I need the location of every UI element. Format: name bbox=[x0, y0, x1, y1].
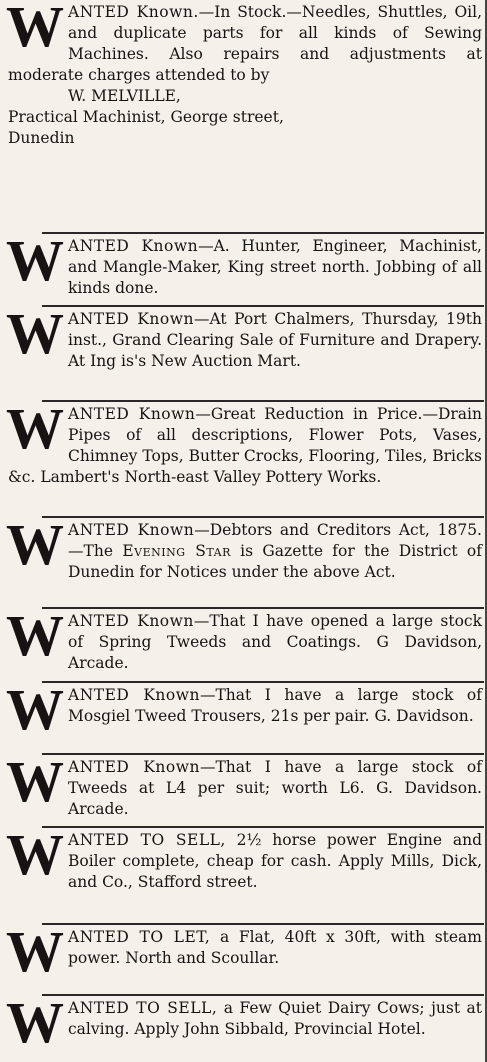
advertisement-auction-mart bbox=[6, 301, 482, 372]
ad-lead: ANTED TO SELL, bbox=[68, 999, 218, 1017]
ad-signature-title: Practical Machinist, George street, bbox=[8, 108, 284, 126]
ad-body: 2½ horse power Engine and Boiler complete, cheap for cash. Apply Mills, Dick, and Co., Stafford street. bbox=[68, 831, 482, 891]
ad-body: —Debtors and Creditors Act, 1875.—The bbox=[68, 521, 482, 560]
divider-rule bbox=[42, 400, 484, 402]
ad-body: a Few Quiet Dairy Cows; just at calving. Apply John Sibbald, Provincial Hotel. bbox=[68, 999, 483, 1038]
advertisement-dairy-cows bbox=[6, 990, 483, 1055]
drop-cap: W bbox=[6, 822, 64, 887]
drop-cap: W bbox=[6, 919, 64, 984]
divider-rule bbox=[42, 607, 484, 609]
ad-text bbox=[6, 512, 483, 583]
ad-signature-place: Dunedin bbox=[8, 129, 75, 147]
advertisement-flat-to-let bbox=[6, 919, 482, 984]
drop-cap: W bbox=[6, 677, 64, 742]
ad-lead: ANTED Known bbox=[68, 612, 194, 630]
ad-lead: ANTED Known. bbox=[68, 3, 199, 21]
ad-text bbox=[6, 749, 482, 820]
ad-lead: ANTED TO LET, bbox=[68, 928, 211, 946]
divider-rule bbox=[42, 681, 484, 683]
drop-cap: W bbox=[6, 301, 64, 366]
ad-body: —Great Reduction in Price.—Drain Pipes of all descriptions, Flower Pots, Vases, Chimney Tops, Butter Crocks, Flooring, Tiles, Bricks &c. Lambert's North-east Valley Pottery Works. bbox=[8, 405, 482, 486]
advertisement-pottery-works bbox=[6, 396, 482, 488]
ad-text bbox=[6, 677, 482, 742]
ad-text bbox=[6, 603, 482, 674]
advertisement-davidson-trousers bbox=[6, 677, 482, 742]
newspaper-name: Evening Star bbox=[122, 542, 231, 560]
ad-body: —In Stock.—Needles, Shuttles, Oil, and duplicate parts for all kinds of Sewing Machines. Also repairs and adjustments at moderate charges attended to by bbox=[8, 3, 482, 84]
ad-text bbox=[6, 822, 482, 893]
divider-rule bbox=[42, 994, 484, 996]
divider-rule bbox=[42, 305, 484, 307]
drop-cap: W bbox=[6, 396, 64, 461]
advertisement-evening-star bbox=[6, 512, 483, 583]
drop-cap: W bbox=[6, 0, 64, 59]
divider-rule bbox=[42, 753, 484, 755]
ad-text bbox=[6, 990, 483, 1055]
drop-cap: W bbox=[6, 990, 64, 1055]
ad-body: —That I have a large stock of Mosgiel Tweed Trousers, 21s per pair. G. Davidson. bbox=[68, 686, 482, 725]
ad-lead: ANTED Known bbox=[68, 310, 194, 328]
ad-text bbox=[6, 396, 482, 488]
advertisement-hunter bbox=[6, 228, 482, 299]
ad-lead: ANTED Known bbox=[68, 758, 200, 776]
divider-rule bbox=[42, 923, 484, 925]
ad-body: —At Port Chalmers, Thursday, 19th inst., Grand Clearing Sale of Furniture and Drapery. At Ing is's New Auction Mart. bbox=[68, 310, 482, 370]
drop-cap: W bbox=[6, 228, 64, 293]
advertisement-davidson-tweeds bbox=[6, 603, 482, 674]
ad-body: —That I have opened a large stock of Spring Tweeds and Coatings. G Davidson, Arcade. bbox=[68, 612, 482, 672]
ad-lead: ANTED Known bbox=[68, 237, 199, 255]
ad-lead: ANTED Known bbox=[68, 405, 196, 423]
ad-body-continued: is Gazette for the District of Dunedin for Notices under the above Act. bbox=[68, 542, 483, 581]
divider-rule bbox=[42, 826, 484, 828]
ad-lead: ANTED Known bbox=[68, 686, 200, 704]
ad-body: —That I have a large stock of Tweeds at L4 per suit; worth L6. G. Davidson. Arcade. bbox=[68, 758, 482, 818]
advertisement-melville bbox=[8, 2, 482, 149]
ad-text bbox=[6, 228, 482, 299]
drop-cap: W bbox=[6, 749, 64, 814]
ad-lead: ANTED TO SELL, bbox=[68, 831, 226, 849]
ad-text bbox=[6, 919, 482, 984]
drop-cap: W bbox=[6, 603, 64, 668]
ad-text bbox=[6, 301, 482, 372]
advertisement-davidson-suits bbox=[6, 749, 482, 820]
drop-cap: W bbox=[6, 512, 64, 577]
divider-rule bbox=[42, 232, 484, 234]
advertisement-engine-sale bbox=[6, 822, 482, 893]
ad-signature-name: W. MELVILLE, bbox=[68, 87, 181, 105]
ad-lead: ANTED Known bbox=[68, 521, 195, 539]
ad-text bbox=[8, 2, 482, 86]
ad-body: a Flat, 40ft x 30ft, with steam power. North and Scoullar. bbox=[68, 928, 482, 967]
divider-rule bbox=[42, 516, 484, 518]
ad-body: —A. Hunter, Engineer, Machinist, and Mangle-Maker, King street north. Jobbing of all kinds done. bbox=[68, 237, 482, 297]
